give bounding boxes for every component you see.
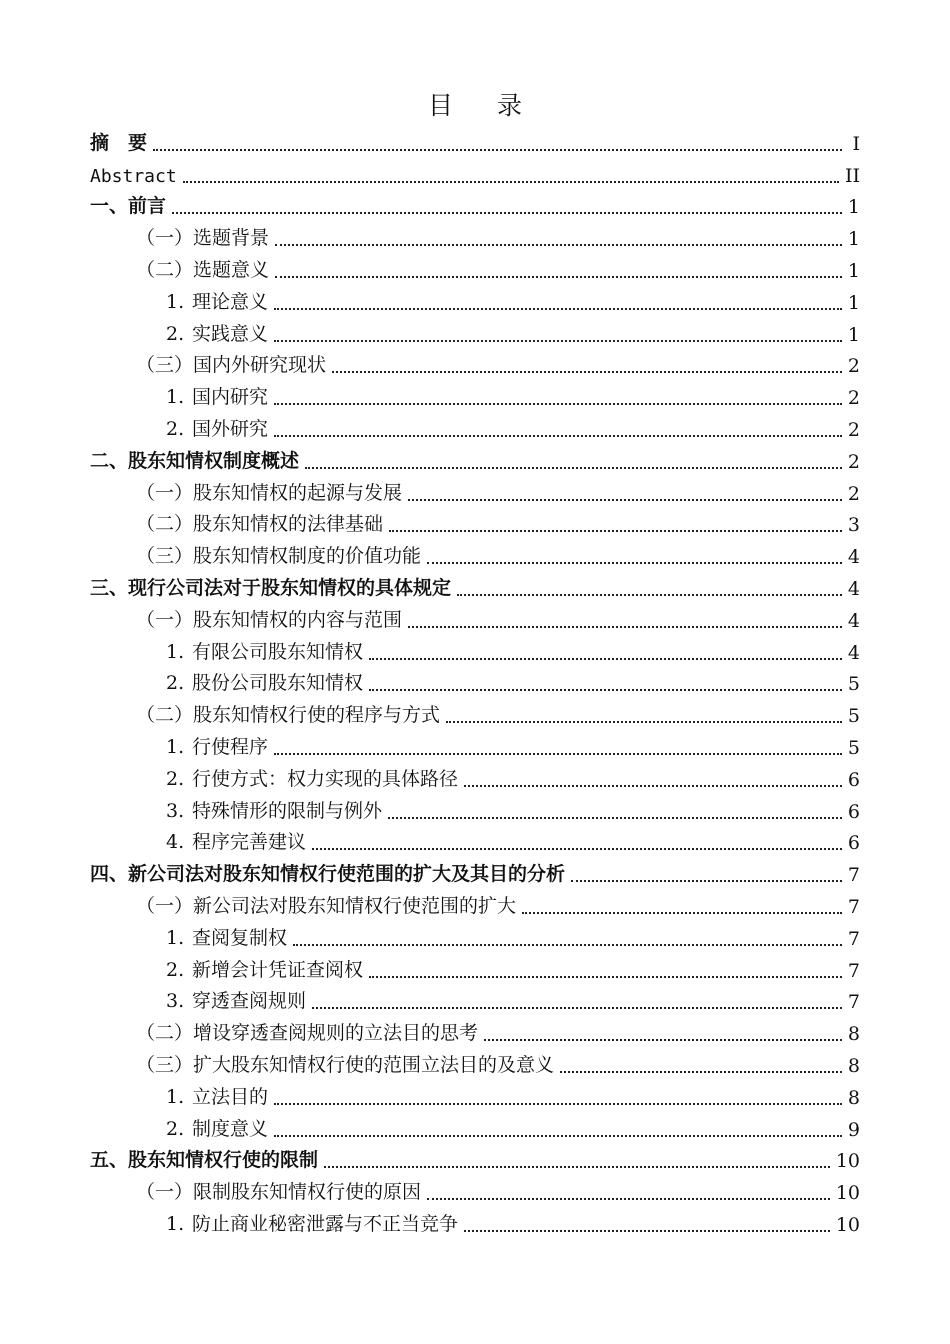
toc-entry-text: 实践意义	[192, 322, 269, 345]
toc-entry[interactable]	[90, 445, 860, 477]
toc-entry-number: 1.	[166, 926, 185, 949]
toc-entry-number: 2.	[166, 767, 185, 790]
toc-entry-text: 新增会计凭证查阅权	[192, 958, 364, 981]
toc-entry-label	[136, 223, 269, 254]
toc-entry-number: 2.	[166, 322, 185, 345]
toc-entry-page-number: 10	[835, 1213, 860, 1236]
toc-entry-page-number: 7	[847, 895, 860, 918]
dot-leader	[464, 780, 842, 787]
toc-entry-page-number: 2	[847, 418, 860, 441]
toc-entry-page-number: 1	[847, 259, 860, 282]
toc-entry-page-number: 2	[847, 387, 860, 410]
dot-leader	[388, 812, 842, 819]
toc-entry-number: 2.	[166, 958, 185, 981]
toc-entry-number: 1.	[166, 735, 185, 758]
toc-entry-text: 一、前言	[90, 195, 167, 218]
toc-entry[interactable]	[90, 795, 860, 827]
toc-entry-page-number: 7	[847, 927, 860, 950]
toc-entry-label	[136, 509, 383, 540]
toc-entry[interactable]	[90, 127, 860, 159]
toc-entry-text: 股份公司股东知情权	[192, 672, 364, 695]
toc-entry-label	[166, 1114, 268, 1145]
toc-entry-label	[166, 319, 268, 350]
toc-entry-page-number: 5	[847, 736, 860, 759]
dot-leader	[275, 239, 842, 246]
toc-entry-number: 1.	[166, 1085, 185, 1108]
dot-leader	[274, 398, 842, 405]
toc-entry-number: 4.	[166, 831, 185, 854]
dot-leader	[274, 748, 842, 755]
toc-entry-label	[136, 478, 402, 509]
toc-entry-label	[136, 700, 440, 731]
toc-title: 目 录	[428, 91, 540, 120]
dot-leader	[274, 430, 842, 437]
toc-entry-number: 3.	[166, 799, 185, 822]
toc-entry[interactable]	[90, 1176, 860, 1208]
toc-entry-page-number: I	[852, 132, 860, 155]
toc-entry-page-number: II	[844, 164, 860, 187]
toc-entry-text: 行使程序	[192, 735, 269, 758]
toc-entry-text: 特殊情形的限制与例外	[192, 799, 383, 822]
dot-leader	[427, 1193, 830, 1200]
toc-entry[interactable]	[90, 954, 860, 986]
toc-entry-page-number: 8	[847, 1086, 860, 1109]
toc-entry-page-number: 5	[847, 705, 860, 728]
toc-entry-number: 1.	[166, 1212, 185, 1235]
table-of-contents	[90, 127, 860, 1240]
toc-entry-label	[166, 287, 268, 318]
toc-entry-text: 制度意义	[192, 1117, 269, 1140]
toc-entry-page-number: 2	[847, 450, 860, 473]
toc-entry-label	[166, 1082, 268, 1113]
toc-entry-text: （一）股东知情权的内容与范围	[136, 608, 403, 631]
toc-entry-page-number: 2	[847, 482, 860, 505]
toc-entry-page-number: 6	[847, 832, 860, 855]
toc-entry-page-number: 4	[847, 546, 860, 569]
toc-entry-text: 摘 要	[90, 131, 148, 154]
toc-entry-text: （二）增设穿透查阅规则的立法目的思考	[136, 1022, 479, 1045]
toc-entry-text: 五、股东知情权行使的限制	[90, 1149, 319, 1172]
toc-entry[interactable]	[90, 286, 860, 318]
toc-entry-text: 穿透查阅规则	[192, 990, 307, 1013]
toc-entry[interactable]	[90, 827, 860, 859]
dot-leader	[522, 907, 842, 914]
toc-entry-label	[136, 605, 402, 636]
dot-leader	[484, 1034, 842, 1041]
dot-leader	[274, 303, 842, 310]
toc-entry-page-number: 4	[847, 641, 860, 664]
toc-entry-label	[166, 382, 268, 413]
toc-entry-text: 立法目的	[192, 1085, 269, 1108]
dot-leader	[464, 1225, 830, 1232]
toc-entry-label	[90, 446, 299, 477]
toc-entry-page-number: 1	[847, 196, 860, 219]
toc-entry-text: Abstract	[90, 165, 177, 187]
toc-entry-page-number: 1	[847, 291, 860, 314]
toc-entry[interactable]	[90, 699, 860, 731]
toc-entry[interactable]	[90, 381, 860, 413]
toc-entry-text: 理论意义	[192, 290, 269, 313]
toc-entry-number: 2.	[166, 672, 185, 695]
toc-entry-page-number: 4	[847, 609, 860, 632]
toc-entry[interactable]	[90, 1017, 860, 1049]
dot-leader	[408, 494, 842, 501]
toc-entry-number: 1.	[166, 640, 185, 663]
toc-entry[interactable]	[90, 1208, 860, 1240]
toc-entry-text: 二、股东知情权制度概述	[90, 449, 300, 472]
toc-entry-page-number: 5	[847, 673, 860, 696]
toc-entry-label	[136, 541, 421, 572]
dot-leader	[560, 1066, 842, 1073]
toc-entry-label	[166, 827, 306, 858]
toc-entry-label	[136, 1050, 554, 1081]
toc-entry[interactable]	[90, 1113, 860, 1145]
dot-leader	[275, 271, 842, 278]
dot-leader	[172, 207, 842, 214]
toc-entry[interactable]	[90, 858, 860, 890]
toc-entry-number: 1.	[166, 386, 185, 409]
toc-entry-text: 三、现行公司法对于股东知情权的具体规定	[90, 576, 452, 599]
toc-entry-page-number: 7	[847, 991, 860, 1014]
dot-leader	[369, 653, 842, 660]
toc-entry-text: （二）股东知情权行使的程序与方式	[136, 704, 441, 727]
dot-leader	[332, 366, 842, 373]
toc-entry-page-number: 7	[847, 864, 860, 887]
dot-leader	[427, 557, 842, 564]
toc-entry[interactable]	[90, 350, 860, 382]
toc-entry-number: 1.	[166, 290, 185, 313]
toc-entry-page-number: 9	[847, 1118, 860, 1141]
toc-entry[interactable]	[90, 509, 860, 541]
toc-entry-label	[136, 891, 516, 922]
toc-entry-label	[166, 414, 268, 445]
toc-entry-page-number: 8	[847, 1054, 860, 1077]
toc-entry-label	[136, 1018, 478, 1049]
toc-entry-label	[166, 923, 287, 954]
toc-entry-label	[166, 764, 458, 795]
toc-entry-page-number: 10	[835, 1182, 860, 1205]
toc-entry-label	[90, 128, 147, 159]
toc-entry-text: 国外研究	[192, 417, 269, 440]
toc-entry-page-number: 8	[847, 1023, 860, 1046]
toc-entry-label	[90, 1145, 318, 1176]
dot-leader	[312, 1002, 842, 1009]
toc-entry-label	[166, 796, 382, 827]
dot-leader	[274, 1130, 842, 1137]
dot-leader	[305, 462, 842, 469]
toc-entry-label	[136, 255, 269, 286]
toc-entry-label	[166, 668, 363, 699]
dot-leader	[369, 684, 842, 691]
toc-entry-text: （一）限制股东知情权行使的原因	[136, 1181, 422, 1204]
toc-entry[interactable]	[90, 1145, 860, 1177]
toc-entry-number: 2.	[166, 417, 185, 440]
toc-entry-text: （三）扩大股东知情权行使的范围立法目的及意义	[136, 1053, 555, 1076]
toc-entry[interactable]	[90, 191, 860, 223]
dot-leader	[312, 843, 842, 850]
toc-entry-text: （一）股东知情权的起源与发展	[136, 481, 403, 504]
toc-entry-label	[166, 637, 363, 668]
dot-leader	[571, 875, 842, 882]
toc-entry[interactable]	[90, 731, 860, 763]
toc-entry-text: （一）新公司法对股东知情权行使范围的扩大	[136, 894, 517, 917]
toc-entry-label	[90, 859, 565, 890]
toc-entry-page-number: 2	[847, 355, 860, 378]
dot-leader	[274, 335, 842, 342]
toc-entry-text: 有限公司股东知情权	[192, 640, 364, 663]
toc-entry[interactable]	[90, 413, 860, 445]
toc-entry[interactable]	[90, 604, 860, 636]
toc-entry-page-number: 10	[835, 1150, 860, 1173]
toc-entry-label	[166, 732, 268, 763]
toc-entry-page-number: 1	[847, 323, 860, 346]
toc-entry-label	[166, 1209, 458, 1240]
toc-entry[interactable]	[90, 1081, 860, 1113]
toc-entry-page-number: 1	[847, 228, 860, 251]
toc-entry[interactable]	[90, 668, 860, 700]
toc-entry-text: （三）股东知情权制度的价值功能	[136, 545, 422, 568]
dot-leader	[457, 589, 842, 596]
dot-leader	[408, 621, 842, 628]
toc-entry-label	[90, 166, 177, 191]
toc-entry[interactable]	[90, 986, 860, 1018]
toc-entry-text: 四、新公司法对股东知情权行使范围的扩大及其目的分析	[90, 863, 566, 886]
toc-entry-label	[90, 573, 451, 604]
toc-entry-number: 3.	[166, 990, 185, 1013]
dot-leader	[369, 971, 842, 978]
toc-entry-page-number: 4	[847, 577, 860, 600]
dot-leader	[274, 1098, 842, 1105]
dot-leader	[446, 716, 842, 723]
toc-entry-page-number: 7	[847, 959, 860, 982]
toc-entry-text: 程序完善建议	[192, 831, 307, 854]
toc-entry-text: （一）选题背景	[136, 227, 270, 250]
toc-entry[interactable]	[90, 922, 860, 954]
toc-entry-text: 国内研究	[192, 386, 269, 409]
toc-entry[interactable]	[90, 636, 860, 668]
toc-entry-page-number: 6	[847, 768, 860, 791]
toc-entry[interactable]	[90, 763, 860, 795]
toc-entry-label	[136, 1177, 421, 1208]
toc-entry[interactable]	[90, 159, 860, 191]
toc-entry[interactable]	[90, 318, 860, 350]
toc-entry-label	[166, 955, 363, 986]
toc-entry-text: （二）股东知情权的法律基础	[136, 513, 384, 536]
toc-entry-text: （二）选题意义	[136, 258, 270, 281]
dot-leader	[293, 939, 842, 946]
toc-entry[interactable]	[90, 540, 860, 572]
toc-entry-text: 防止商业秘密泄露与不正当竞争	[192, 1212, 459, 1235]
dot-leader	[324, 1161, 830, 1168]
toc-entry[interactable]	[90, 890, 860, 922]
toc-entry-label	[166, 986, 306, 1017]
dot-leader	[183, 176, 839, 183]
toc-entry[interactable]	[90, 222, 860, 254]
toc-entry-label	[90, 191, 166, 222]
toc-entry-page-number: 3	[847, 514, 860, 537]
toc-entry-label	[136, 350, 326, 381]
dot-leader	[153, 144, 842, 151]
toc-entry-text: （三）国内外研究现状	[136, 354, 327, 377]
toc-entry-page-number: 6	[847, 800, 860, 823]
toc-entry[interactable]	[90, 572, 860, 604]
toc-entry-text: 行使方式：权力实现的具体路径	[192, 767, 459, 790]
toc-entry-number: 2.	[166, 1117, 185, 1140]
dot-leader	[389, 525, 842, 532]
toc-entry[interactable]	[90, 1049, 860, 1081]
toc-entry[interactable]	[90, 477, 860, 509]
toc-entry[interactable]	[90, 254, 860, 286]
toc-entry-text: 查阅复制权	[192, 926, 288, 949]
